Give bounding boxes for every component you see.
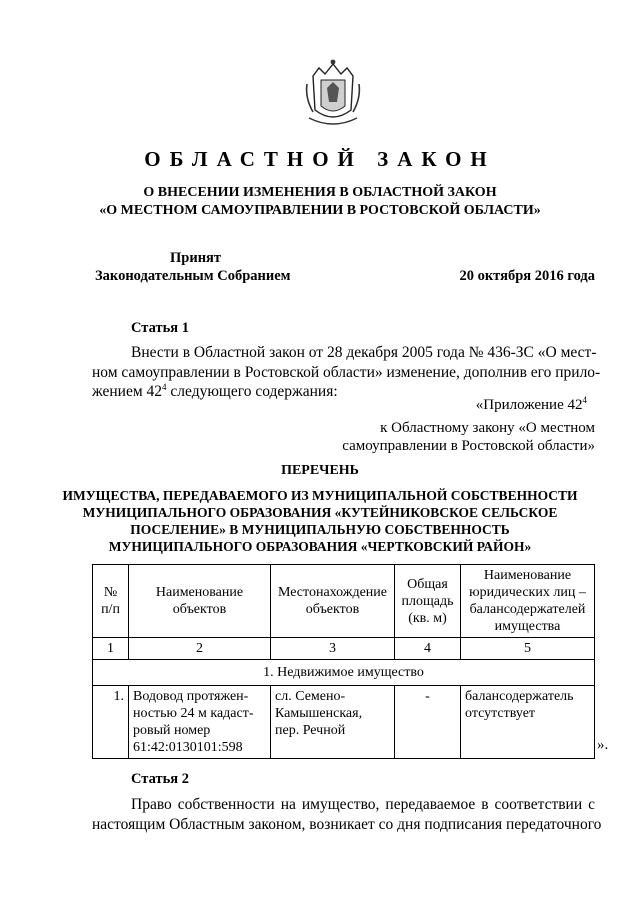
row-location: сл. Семено- Камышенская, пер. Речной	[271, 686, 395, 759]
appendix-ref-line-2: самоуправлении в Ростовской области»	[342, 438, 595, 454]
adopted-by: Законодательным Собранием	[95, 268, 291, 284]
coat-of-arms-icon	[303, 58, 363, 128]
list-title-line-2: МУНИЦИПАЛЬНОГО ОБРАЗОВАНИЯ «КУТЕЙНИКОВСКОЕ СЕЛЬСКОЕ	[82, 505, 558, 520]
column-number: 4	[395, 638, 461, 660]
list-title-line-1: ИМУЩЕСТВА, ПЕРЕДАВАЕМОГО ИЗ МУНИЦИПАЛЬНОЙ СОБСТВЕННОСТИ	[62, 488, 578, 503]
column-number: 5	[461, 638, 595, 660]
property-table	[92, 564, 595, 759]
article-1-line-3: жением $42^4$ следующего содержания:	[92, 382, 338, 400]
law-title: ОБЛАСТНОЙ ЗАКОН	[144, 147, 496, 171]
article-1-line-2: ном самоуправлении в Ростовской области» изменение, дополнив его прило-	[92, 364, 601, 381]
row-area: -	[395, 686, 461, 759]
list-title-line-3: ПОСЕЛЕНИЕ» В МУНИЦИПАЛЬНУЮ СОБСТВЕННОСТЬ	[130, 522, 510, 537]
list-heading: ПЕРЕЧЕНЬ	[281, 463, 359, 478]
column-number: 2	[129, 638, 271, 660]
header-cell-location: Местонахождение объектов	[271, 565, 395, 638]
table-row	[93, 686, 595, 759]
row-holder: балансодержатель отсутствует	[461, 686, 595, 759]
table-header-row	[93, 565, 595, 638]
header-cell-area: Общая площадь (кв. м)	[395, 565, 461, 638]
row-object-name: Водовод протяжен- ностью 24 м кадаст- ровый номер 61:42:0130101:598	[129, 686, 271, 759]
section-title: 1. Недвижимое имущество	[93, 660, 595, 686]
row-number: 1.	[93, 686, 129, 759]
adopted-label: Принят	[170, 250, 222, 266]
article-1-line-1: Внести в Областной закон от 28 декабря 2005 года № 436-ЗС «О мест-	[131, 344, 597, 361]
appendix-label: «Приложение $42^4$	[475, 395, 587, 413]
article-2-line-2: настоящим Областным законом, возникает со дня подписания передаточного	[92, 816, 602, 833]
list-title-line-4: МУНИЦИПАЛЬНОГО ОБРАЗОВАНИЯ «ЧЕРТКОВСКИЙ РАЙОН»	[108, 539, 532, 554]
article-2-heading: Статья 2	[131, 771, 189, 787]
column-number: 1	[93, 638, 129, 660]
table-section-row	[93, 660, 595, 686]
appendix-ref-line-1: к Областному закону «О местном	[380, 420, 595, 436]
closing-quote: ».	[597, 737, 609, 753]
table-column-number-row	[93, 638, 595, 660]
column-number: 3	[271, 638, 395, 660]
header-cell-holder: Наименование юридических лиц – балансодержателей имущества	[461, 565, 595, 638]
adoption-date: 20 октября 2016 года	[459, 268, 595, 284]
law-subtitle-line-1: О ВНЕСЕНИИ ИЗМЕНЕНИЯ В ОБЛАСТНОЙ ЗАКОН	[143, 185, 497, 200]
article-2-line-1: Право собственности на имущество, передаваемое в соответствии с	[131, 796, 595, 813]
article-1-heading: Статья 1	[131, 320, 189, 336]
header-cell-name: Наименование объектов	[129, 565, 271, 638]
law-subtitle-line-2: «О МЕСТНОМ САМОУПРАВЛЕНИИ В РОСТОВСКОЙ ОБЛАСТИ»	[99, 203, 541, 218]
header-cell-number: № п/п	[93, 565, 129, 638]
